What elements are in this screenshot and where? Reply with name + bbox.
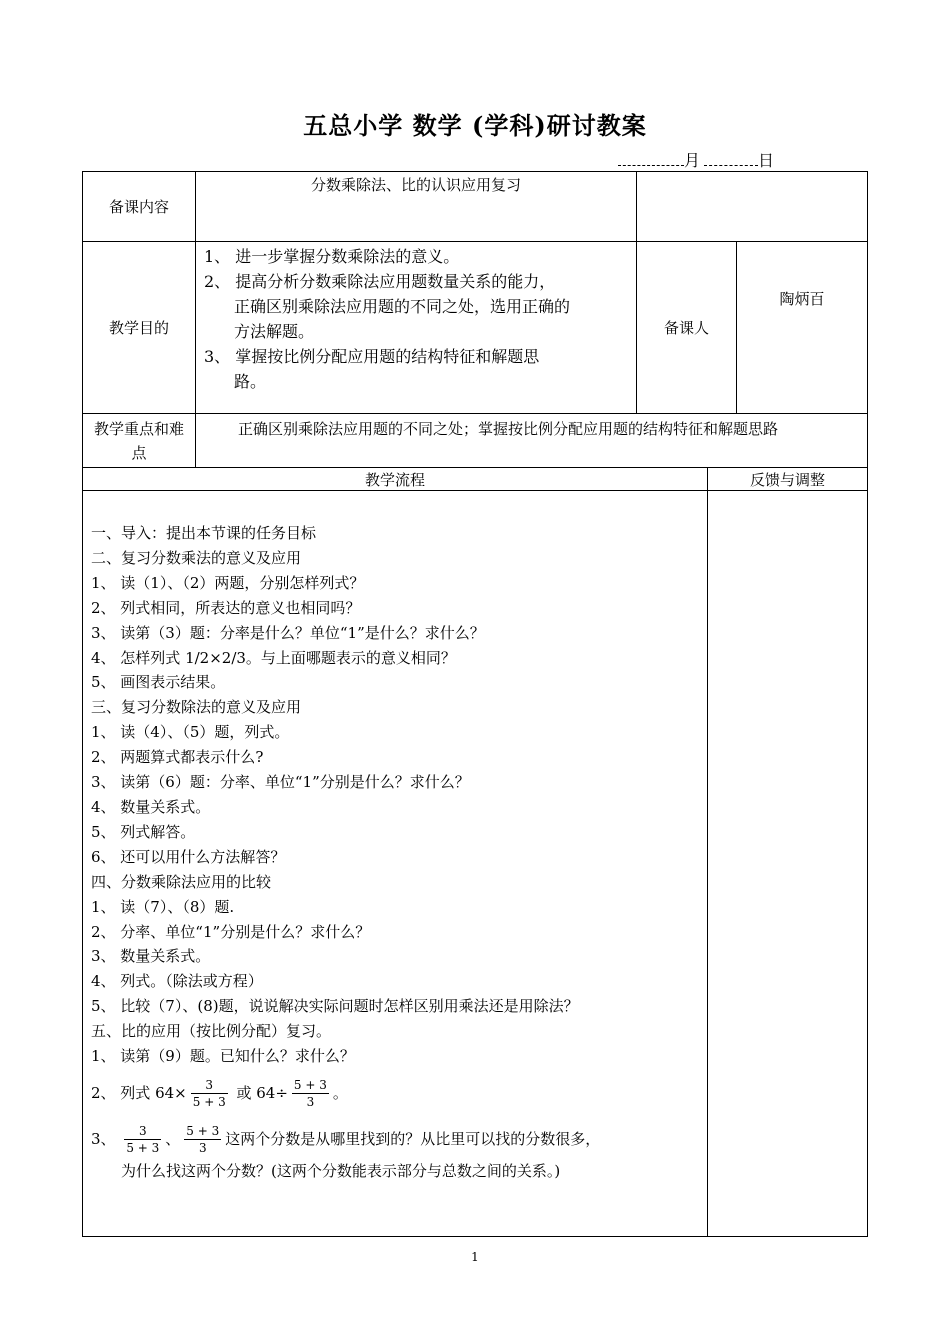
flow-header: 教学流程 — [83, 468, 708, 491]
flow-line: 四、分数乘除法应用的比较 — [91, 872, 272, 891]
fraction-numerator: 5 + 3 — [293, 1078, 327, 1093]
goal-line: 1、 进一步掌握分数乘除法的意义。 — [204, 247, 460, 266]
fraction — [124, 1123, 161, 1156]
fraction-denominator: 5 + 3 — [192, 1095, 226, 1110]
lesson-plan-table — [82, 171, 868, 1237]
key-points-label: 教学重点和难点 — [83, 414, 196, 468]
fraction — [292, 1077, 329, 1110]
flow-line: 5、 比较（7）、(8)题，说说解决实际问题时怎样区别用乘法还是用除法？ — [91, 997, 579, 1016]
flow-line: 6、 还可以用什么方法解答？ — [91, 847, 286, 866]
fraction-denominator: 3 — [198, 1141, 207, 1156]
flow-line: 4、 列式。（除法或方程） — [91, 972, 263, 991]
day-label: 日 — [758, 151, 775, 170]
flow-line: 3、 读第（6）题：分率、单位“1”分别是什么？求什么？ — [91, 773, 470, 792]
goals-label: 教学目的 — [83, 242, 196, 414]
flow-line: 1、 读第（9）题。已知什么？求什么？ — [91, 1047, 355, 1066]
key-points-text: 正确区别乘除法应用题的不同之处；掌握按比例分配应用题的结构特征和解题思路 — [196, 414, 868, 468]
preparer-name: 陶炳百 — [737, 242, 868, 414]
flow-line: 2、 列式相同，所表达的意义也相同吗？ — [91, 598, 361, 617]
flow-line: 4、 数量关系式。 — [91, 797, 211, 816]
flow-line-fractions — [91, 1119, 707, 1159]
flow-line: 1、 读（7）、（8）题. — [91, 897, 235, 916]
formula-prefix: 2、 列式 64× — [91, 1083, 187, 1102]
flow-line: 3、 数量关系式。 — [91, 947, 211, 966]
fraction-denominator: 3 — [306, 1095, 315, 1110]
date-line — [618, 148, 774, 171]
flow-line: 1、 读（4）、（5）题，列式。 — [91, 723, 290, 742]
flow-line: 二、复习分数乘法的意义及应用 — [91, 548, 302, 567]
goal-line: 方法解题。 — [234, 322, 315, 341]
feedback-cell — [708, 491, 868, 1237]
goal-line: 3、 掌握按比例分配应用题的结构特征和解题思 — [204, 347, 540, 366]
goal-line: 路。 — [234, 372, 267, 391]
document-title: 五总小学 数学 (学科)研讨教案 — [303, 111, 647, 140]
flow-line: 五、比的应用（按比例分配）复习。 — [91, 1022, 332, 1041]
flow-line: 3、 读第（3）题：分率是什么？单位“1”是什么？求什么？ — [91, 623, 485, 642]
flow-line: 2、 分率、单位“1”分别是什么？求什么？ — [91, 922, 371, 941]
fraction — [191, 1077, 228, 1110]
feedback-header: 反馈与调整 — [708, 468, 868, 491]
flow-line: 4、 怎样列式 1/2×2/3。与上面哪题表示的意义相同？ — [91, 648, 456, 667]
formula-suffix: 。 — [332, 1083, 348, 1102]
course-title: 分数乘除法、比的认识应用复习 — [196, 172, 637, 242]
month-label: 月 — [684, 151, 701, 170]
content-empty-cell — [637, 172, 868, 242]
fraction-denominator: 5 + 3 — [126, 1141, 160, 1156]
fractions-text: 这两个分数是从哪里找到的？从比里可以找的分数很多， — [225, 1129, 601, 1148]
flow-line: 为什么找这两个分数？(这两个分数能表示部分与总数之间的关系。) — [121, 1161, 561, 1180]
fractions-prefix: 3、 — [91, 1129, 121, 1148]
fraction-numerator: 3 — [124, 1123, 161, 1140]
preparer-label: 备课人 — [637, 242, 737, 414]
goals-cell — [196, 242, 637, 414]
flow-line: 三、复习分数除法的意义及应用 — [91, 698, 302, 717]
formula-middle: 或 64÷ — [231, 1083, 288, 1102]
fraction — [184, 1123, 221, 1156]
page-number: 1 — [471, 1250, 479, 1264]
fraction-numerator: 3 — [191, 1077, 228, 1094]
flow-line: 一、导入：提出本节课的任务目标 — [91, 524, 317, 542]
flow-line: 2、 两题算式都表示什么? — [91, 748, 264, 767]
flow-line: 5、 列式解答。 — [91, 822, 196, 841]
teaching-flow-cell — [83, 491, 708, 1237]
fraction-numerator: 5 + 3 — [186, 1124, 220, 1139]
flow-line: 5、 画图表示结果。 — [91, 673, 226, 692]
content-label: 备课内容 — [83, 172, 196, 242]
goal-line: 正确区别乘除法应用题的不同之处，选用正确的 — [234, 297, 571, 316]
flow-line: 1、 读（1）、（2）两题，分别怎样列式？ — [91, 573, 365, 592]
fractions-separator: 、 — [165, 1129, 181, 1148]
flow-line-formula — [91, 1073, 707, 1113]
goal-line: 2、 提高分析分数乘除法应用题数量关系的能力， — [204, 272, 556, 291]
